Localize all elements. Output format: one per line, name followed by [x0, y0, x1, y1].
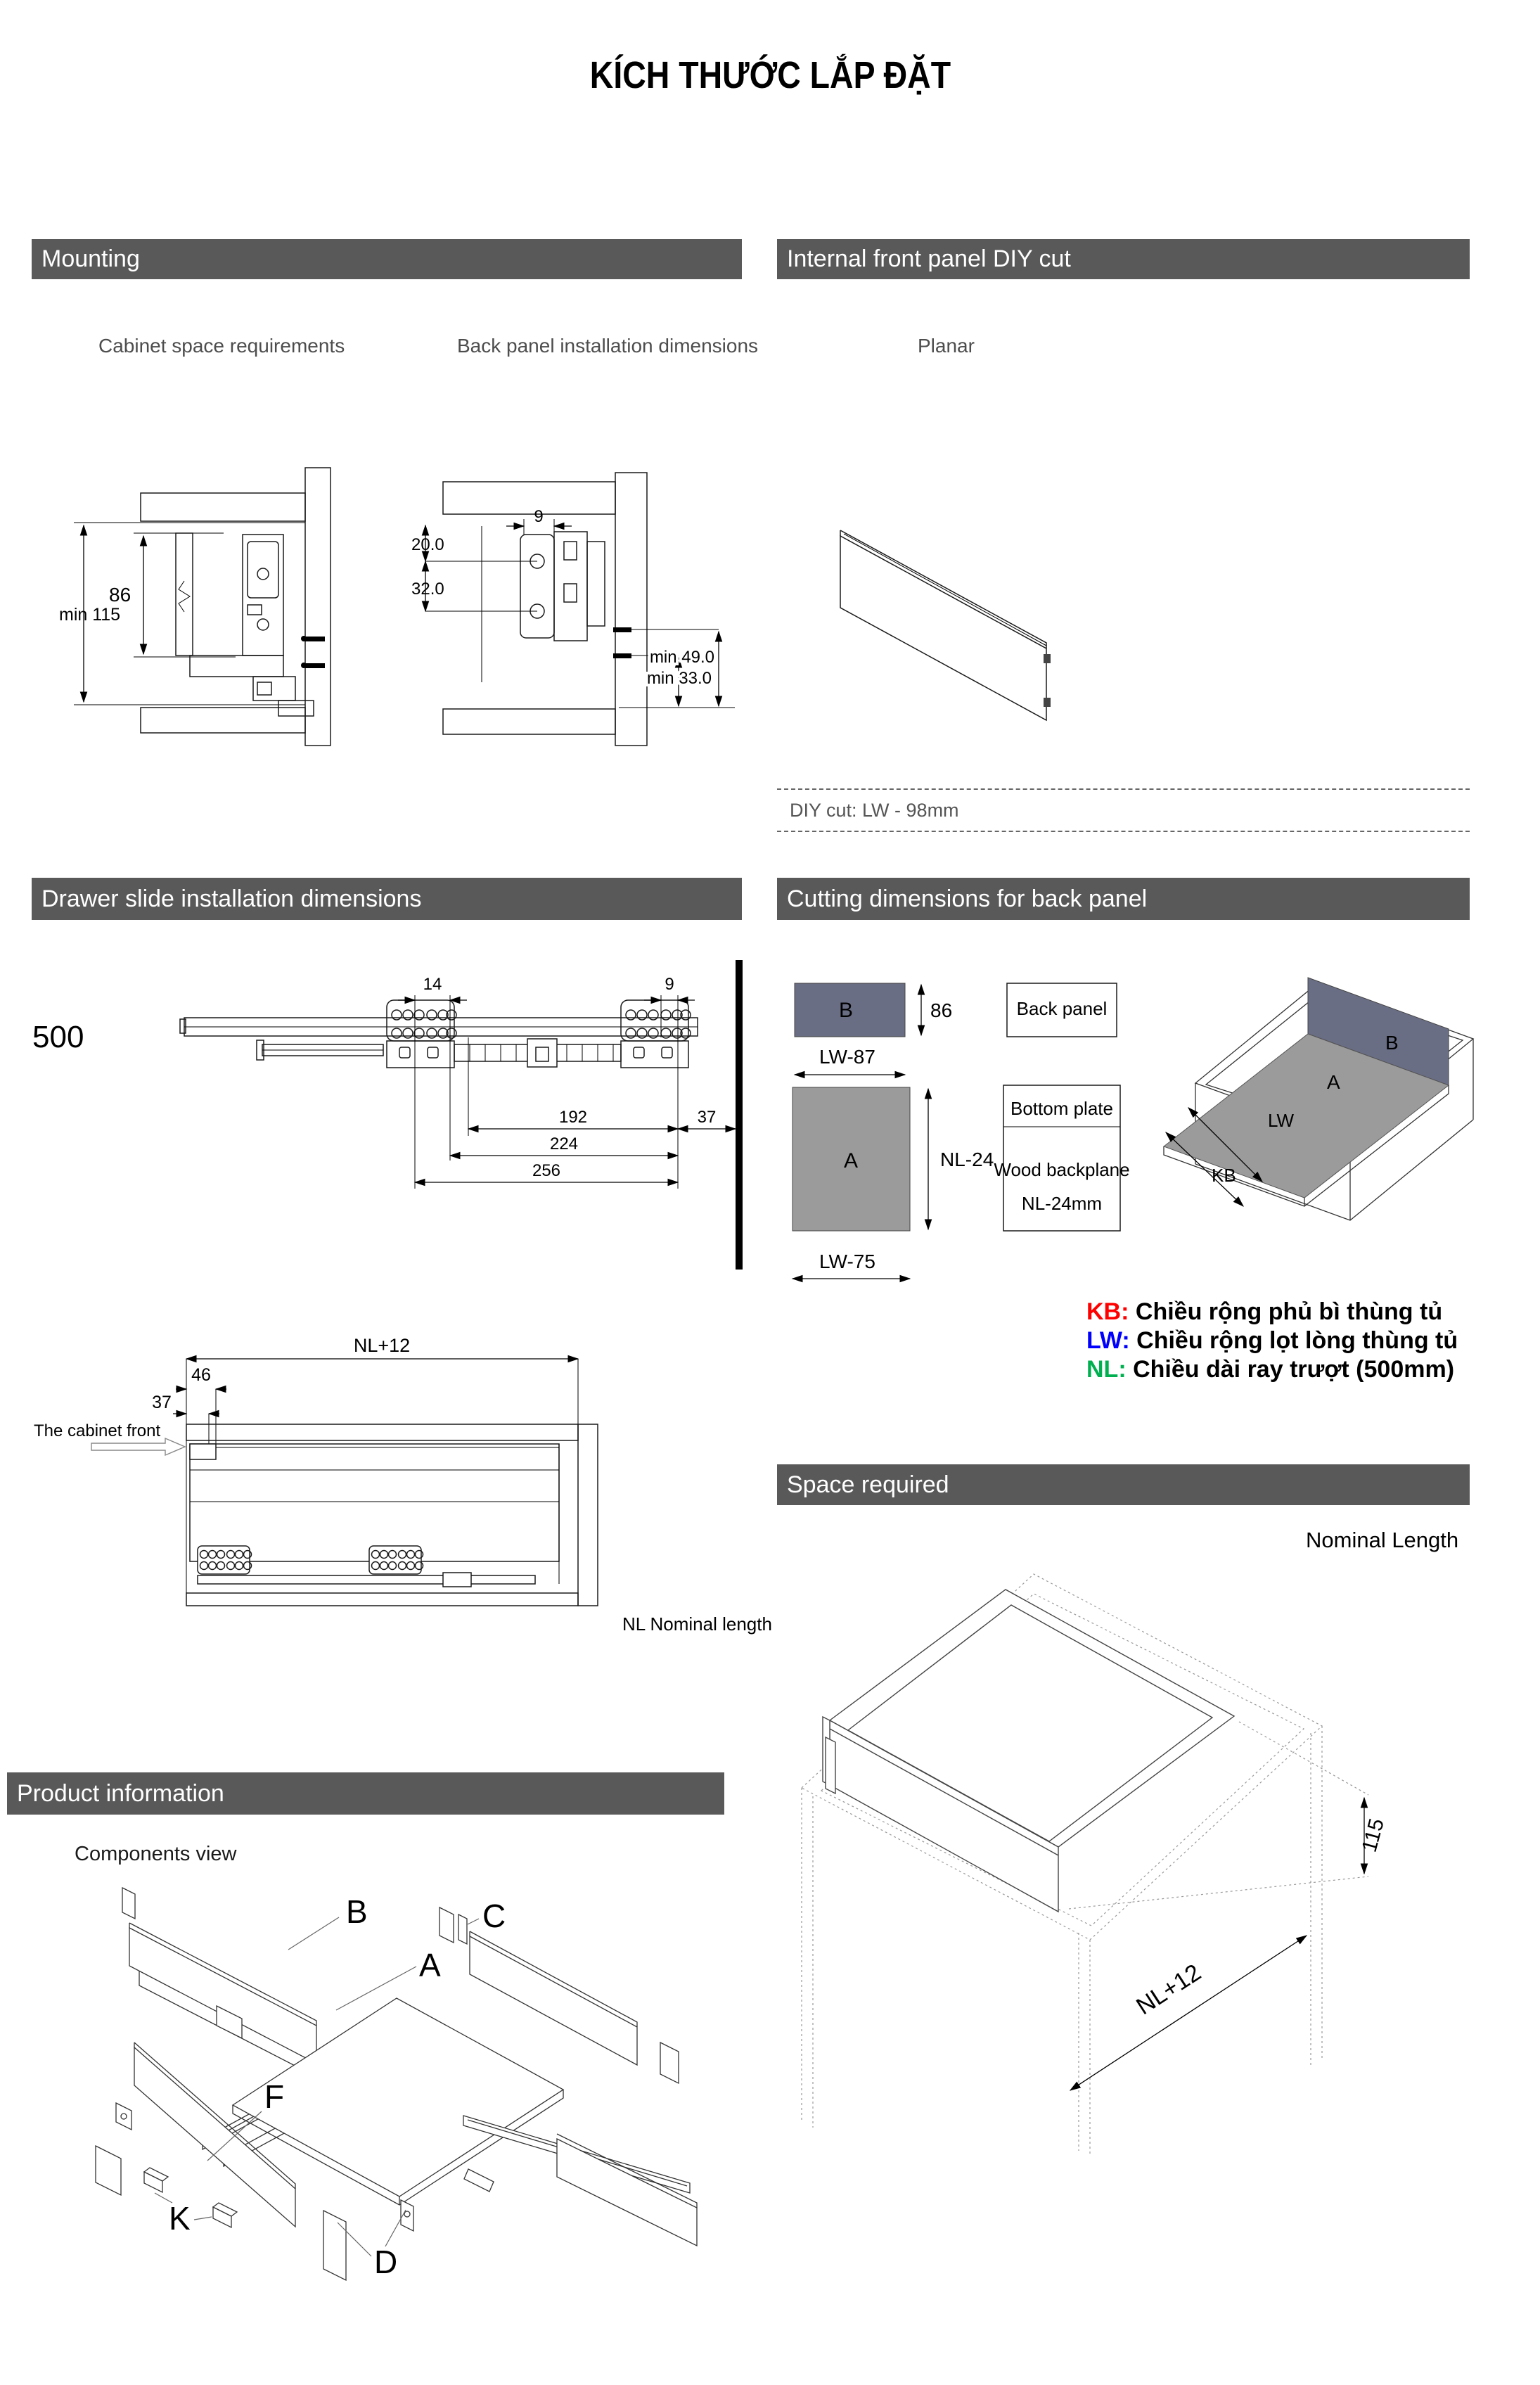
wood-backplane-dim: NL-24mm	[1021, 1193, 1103, 1214]
divider-bar	[736, 960, 743, 1270]
dim-224: 224	[549, 1134, 579, 1153]
iso-kb-label: KB	[1212, 1165, 1236, 1186]
dim-115: 115	[1357, 1816, 1389, 1855]
components-view-label: Components view	[75, 1843, 237, 1865]
component-side-panel-b	[129, 1923, 326, 2082]
back-panel-name: Back panel	[1016, 998, 1108, 1019]
dim-9-top: 9	[534, 507, 544, 526]
dim-37-side: 37	[152, 1393, 172, 1412]
component-clip-right	[660, 2042, 679, 2083]
screw-icon	[613, 627, 631, 658]
section-diy-header: Internal front panel DIY cut	[777, 239, 1470, 279]
drawing-space-required	[766, 1561, 1540, 2166]
legend-text-lw: Chiều rộng lọt lòng thùng tủ	[1136, 1327, 1458, 1354]
planar-label: Planar	[918, 335, 975, 357]
dim-86: 86	[109, 584, 131, 606]
cabinet-front-label: The cabinet front	[34, 1421, 161, 1440]
drawing-cabinet-space	[42, 436, 366, 753]
panel-a-letter: A	[843, 1149, 859, 1172]
panel-b-height: 86	[930, 999, 953, 1021]
legend-key-kb: KB:	[1086, 1298, 1129, 1325]
component-panel-d	[323, 2200, 413, 2280]
dim-32: 32.0	[411, 580, 444, 599]
label-a: A	[419, 1947, 441, 1983]
screw-icon	[301, 636, 325, 668]
rear-bracket	[621, 1000, 691, 1068]
label-d: D	[374, 2244, 398, 2280]
dim-14: 14	[423, 975, 442, 994]
section-space-header: Space required	[777, 1464, 1470, 1505]
label-f: F	[264, 2078, 285, 2115]
panel-a-height: NL-24	[940, 1149, 994, 1170]
legend-row-lw	[1086, 1326, 1458, 1355]
nominal-length-label: Nominal Length	[1306, 1528, 1459, 1552]
drawing-cutting-dimensions	[777, 971, 1480, 1298]
wood-backplane-name: Wood backplane	[994, 1159, 1130, 1180]
legend-text-nl: Chiều dài ray trượt (500mm)	[1133, 1356, 1455, 1383]
dim-min115: min 115	[59, 605, 121, 625]
panel-b-width: LW-87	[819, 1046, 875, 1068]
slide-length-label: 500	[32, 1020, 84, 1054]
section-mounting-header: Mounting	[32, 239, 742, 279]
diy-cut-note-text: DIY cut: LW - 98mm	[790, 799, 959, 821]
dim-192: 192	[558, 1108, 588, 1127]
drawing-components-exploded	[56, 1878, 731, 2385]
cabinet-space-label: Cabinet space requirements	[98, 335, 345, 357]
legend-key-lw: LW:	[1086, 1327, 1130, 1354]
legend-row-kb	[1086, 1298, 1458, 1326]
component-bracket-left	[116, 2103, 131, 2130]
component-clips-k	[144, 2168, 237, 2227]
drawing-cabinet-side-view	[21, 1329, 772, 1653]
side-bracket-front	[198, 1546, 252, 1574]
back-panel-label: Back panel installation dimensions	[457, 335, 759, 357]
section-product-header: Product information	[7, 1772, 724, 1815]
drawing-back-panel-install	[387, 436, 745, 753]
dim-min33: min 33.0	[646, 669, 712, 688]
component-panel-left	[96, 2146, 121, 2195]
dim-9-rear: 9	[665, 975, 674, 994]
dim-20: 20.0	[411, 535, 444, 554]
legend-row-nl	[1086, 1355, 1458, 1384]
legend-key-nl: NL:	[1086, 1356, 1127, 1383]
label-k: K	[169, 2200, 191, 2237]
iso-lw-label: LW	[1268, 1110, 1295, 1131]
iso-b-label: B	[1385, 1032, 1399, 1054]
dim-37: 37	[697, 1108, 717, 1127]
panel-b-letter: B	[838, 999, 854, 1022]
component-side-panel-right	[463, 2116, 697, 2246]
side-bracket-rear	[369, 1546, 423, 1574]
label-b: B	[346, 1893, 368, 1930]
dim-nl12: NL+12	[353, 1335, 411, 1356]
panel-a-width: LW-75	[819, 1251, 875, 1272]
iso-cabinet	[1164, 978, 1473, 1220]
diy-cut-note	[777, 788, 1470, 832]
dim-min49: min 49.0	[649, 648, 714, 667]
page-title-text: KÍCH THƯỚC LẮP ĐẶT	[589, 54, 951, 96]
section-cutting-header: Cutting dimensions for back panel	[777, 878, 1470, 920]
iso-a-label: A	[1327, 1071, 1340, 1093]
legend-text-kb: Chiều rộng phủ bì thùng tủ	[1135, 1298, 1443, 1325]
space-drawer	[823, 1590, 1234, 1912]
front-bracket	[387, 1000, 456, 1068]
component-clip-top-left	[122, 1888, 135, 1919]
dim-256: 256	[532, 1161, 561, 1180]
drawing-planar-panel	[809, 485, 1202, 746]
dim-46: 46	[191, 1365, 211, 1385]
section-slide-header: Drawer slide installation dimensions	[32, 878, 742, 920]
bottom-plate-name: Bottom plate	[1010, 1098, 1113, 1119]
component-back-panel	[470, 1931, 637, 2065]
component-bracket-c	[439, 1907, 467, 1944]
cabinet-front-arrow-icon	[91, 1438, 185, 1455]
page-title	[0, 53, 1540, 97]
dimension-legend	[1086, 1298, 1458, 1384]
label-c: C	[482, 1898, 506, 1934]
dim-nl12-space: NL+12	[1131, 1959, 1206, 2021]
nl-nominal-label: NL Nominal length	[622, 1613, 772, 1635]
drawing-drawer-slide	[105, 960, 745, 1270]
